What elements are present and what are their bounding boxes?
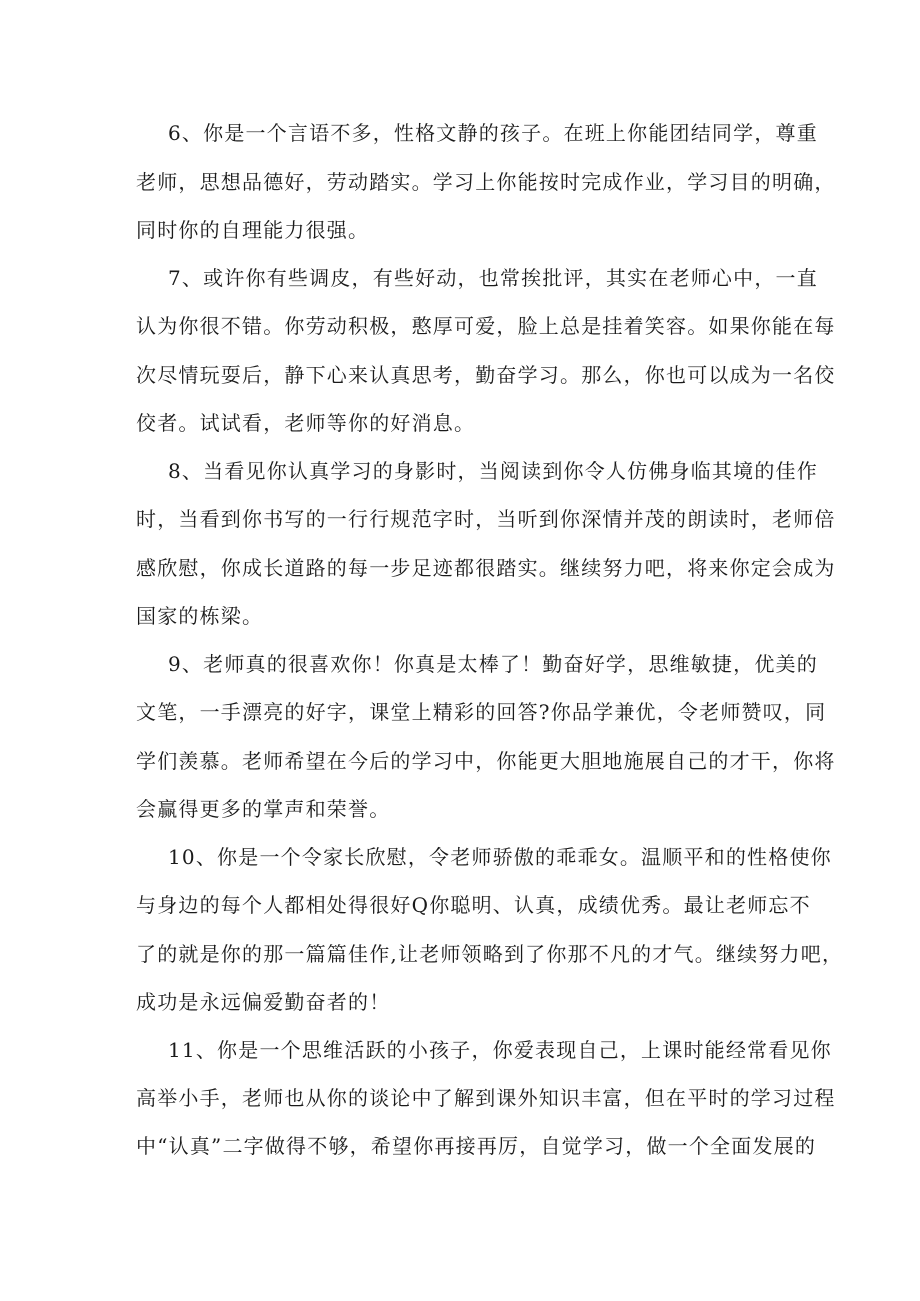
paragraph-9-line-1: 9、老师真的很喜欢你！你真是太棒了！勤奋好学，思维敏捷，优美的 bbox=[168, 652, 818, 676]
paragraph-6-line-3: 同时你的自理能力很强。 bbox=[136, 218, 370, 242]
paragraph-7-line-1: 7、或许你有些调皮，有些好动，也常挨批评，其实在老师心中，一直 bbox=[168, 266, 818, 290]
paragraph-7-line-2: 认为你很不错。你劳动积极，憨厚可爱，脸上总是挂着笑容。如果你能在每 bbox=[136, 314, 836, 338]
paragraph-6-line-1: 6、你是一个言语不多，性格文静的孩子。在班上你能团结同学，尊重 bbox=[168, 121, 818, 145]
paragraph-9-line-2: 文笔，一手漂亮的好字，课堂上精彩的回答?你品学兼优，令老师赞叹，同 bbox=[136, 700, 827, 724]
paragraph-8-line-2: 时，当看到你书写的一行行规范字时，当听到你深情并茂的朗读时，老师倍 bbox=[136, 507, 836, 531]
paragraph-11-line-3: 中“认真”二字做得不够，希望你再接再厉，自觉学习，做一个全面发展的 bbox=[136, 1134, 817, 1158]
paragraph-6-line-2: 老师，思想品德好，劳动踏实。学习上你能按时完成作业，学习目的明确， bbox=[136, 170, 836, 194]
paragraph-11-line-2: 高举小手，老师也从你的谈论中了解到课外知识丰富，但在平时的学习过程 bbox=[136, 1086, 836, 1110]
paragraph-10-line-1: 10、你是一个令家长欣慰，令老师骄傲的乖乖女。温顺平和的性格使你 bbox=[168, 845, 832, 869]
paragraph-11-line-1: 11、你是一个思维活跃的小孩子，你爱表现自己，上课时能经常看见你 bbox=[168, 1038, 832, 1062]
paragraph-9-line-3: 学们羡慕。老师希望在今后的学习中，你能更大胆地施展自己的才干，你将 bbox=[136, 749, 836, 773]
paragraph-8-line-4: 国家的栋梁。 bbox=[136, 604, 264, 628]
paragraph-10-line-2: 与身边的每个人都相处得很好Q你聪明、认真，成绩优秀。最让老师忘不 bbox=[136, 893, 811, 917]
paragraph-10-line-3: 了的就是你的那一篇篇佳作,让老师领略到了你那不凡的才气。继续努力吧， bbox=[136, 942, 844, 966]
paragraph-7-line-4: 佼者。试试看，老师等你的好消息。 bbox=[136, 411, 476, 435]
paragraph-9-line-4: 会赢得更多的掌声和荣誉。 bbox=[136, 797, 391, 821]
paragraph-8-line-1: 8、当看见你认真学习的身影时，当阅读到你令人仿佛身临其境的佳作 bbox=[168, 459, 818, 483]
paragraph-7-line-3: 次尽情玩耍后，静下心来认真思考，勤奋学习。那么，你也可以成为一名佼 bbox=[136, 363, 836, 387]
paragraph-10-line-4: 成功是永远偏爱勤奋者的！ bbox=[136, 990, 391, 1014]
paragraph-8-line-3: 感欣慰，你成长道路的每一步足迹都很踏实。继续努力吧，将来你定会成为 bbox=[136, 556, 836, 580]
